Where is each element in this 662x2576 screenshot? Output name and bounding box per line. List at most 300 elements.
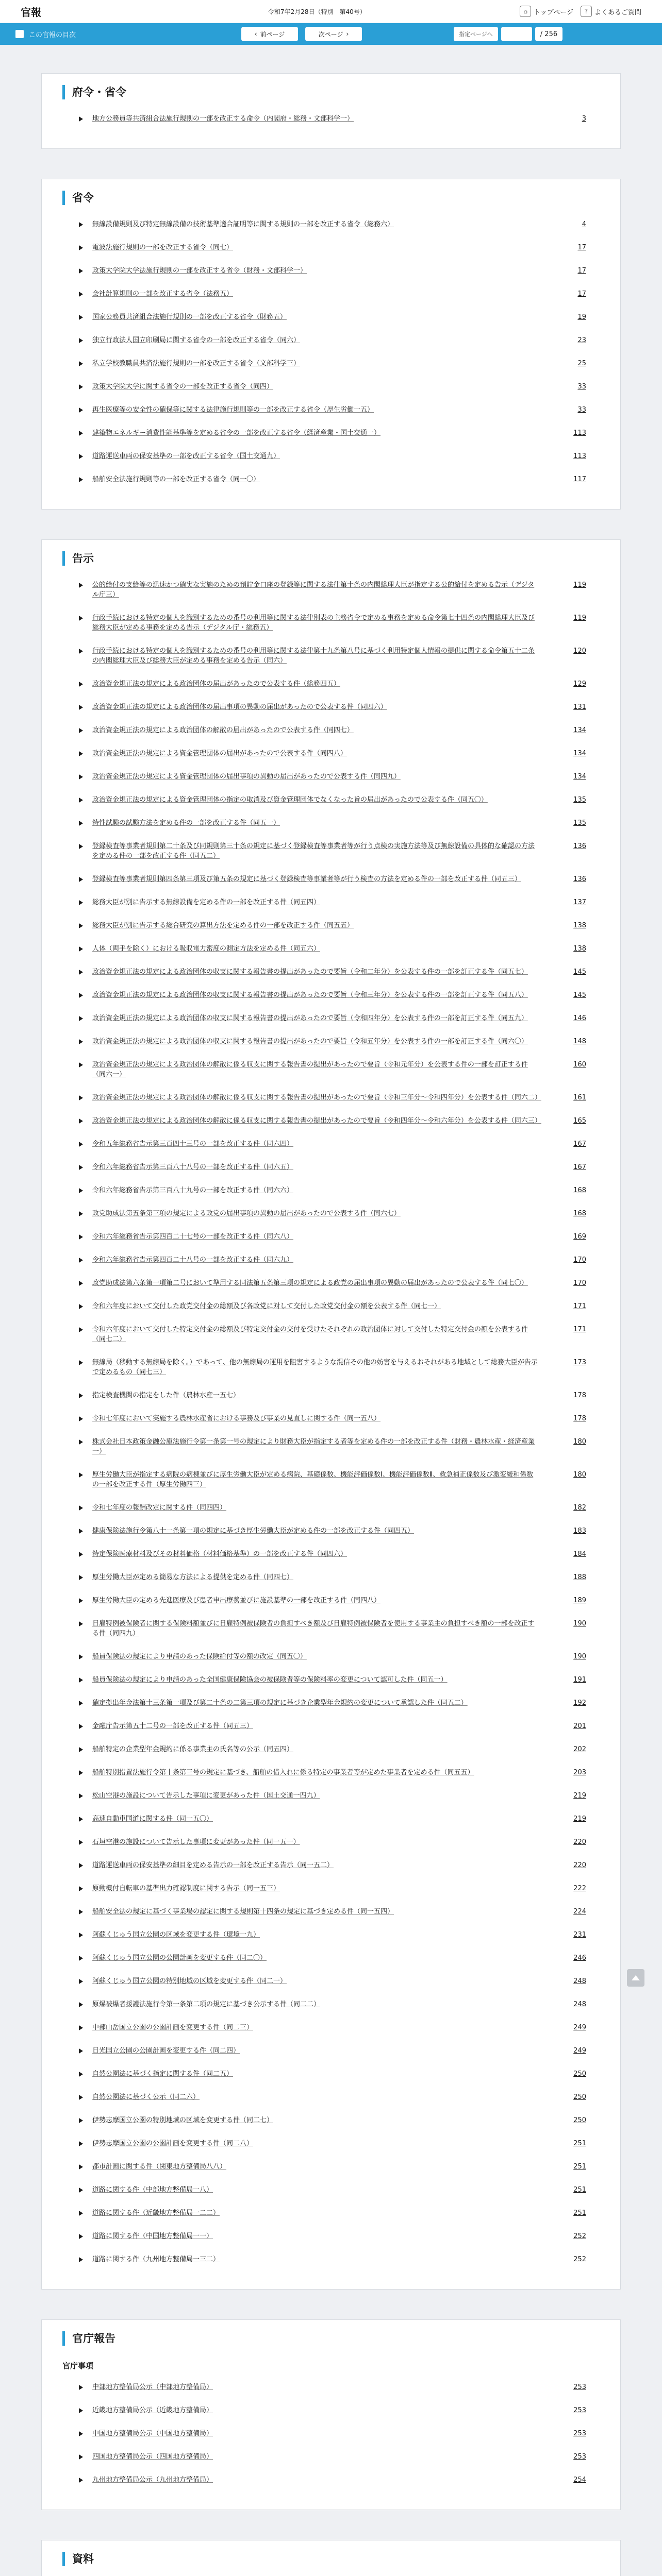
list-item[interactable] xyxy=(78,2139,586,2148)
list-item[interactable] xyxy=(78,1768,586,1777)
item-link[interactable]: 厚生労働大臣が定める簡易な方法による提供を定める件（同四七） xyxy=(92,1573,294,1581)
list-item[interactable] xyxy=(78,967,586,977)
section-title: 資料 xyxy=(62,2552,586,2566)
item-link[interactable]: 行政手続における特定の個人を識別するための番号の利用等に関する法律別表の主務省令で定める事務を定める命令第七十四条の内閣総理大臣及び総務大臣が定める事務を定める告示（デジタル庁・総務五） xyxy=(92,614,535,632)
total-pages: / 256 xyxy=(535,27,562,41)
list-item[interactable] xyxy=(78,1721,586,1731)
item-page-link[interactable]: 23 xyxy=(577,336,586,344)
list-item[interactable] xyxy=(78,1116,586,1126)
list-item[interactable] xyxy=(78,580,586,600)
list-item[interactable] xyxy=(78,382,586,392)
item-page-link[interactable]: 219 xyxy=(573,1815,586,1823)
item-page-link[interactable]: 251 xyxy=(573,2163,586,2171)
item-link[interactable]: 日雇特例被保険者に関する保険料額並びに日雇特例被保険者の負担すべき額及び日雇特例被保険者を使用する事業主の負担すべき額の一部を改正する件（同四九） xyxy=(92,1620,535,1637)
item-page-link[interactable]: 254 xyxy=(573,2476,586,2484)
item-link[interactable]: 船舶特定の企業型年金規約に係る事業主の氏名等の公示（同五四） xyxy=(92,1745,294,1753)
item-page-link[interactable]: 136 xyxy=(573,842,586,850)
item-page-link[interactable]: 251 xyxy=(573,2186,586,2194)
item-link[interactable]: 自然公園法に基づく指定に関する件（同二五） xyxy=(92,2070,234,2078)
faq-link[interactable] xyxy=(581,6,641,17)
list-item[interactable] xyxy=(78,679,586,689)
item-page-link[interactable]: 251 xyxy=(573,2140,586,2147)
item-page-link[interactable]: 17 xyxy=(577,290,586,298)
item-page-link[interactable]: 138 xyxy=(573,922,586,929)
item-page-link[interactable]: 182 xyxy=(573,1504,586,1512)
item-link[interactable]: 令和六年総務省告示第四百二十八号の一部を改正する件（同六九） xyxy=(92,1256,294,1264)
list-item[interactable] xyxy=(78,1884,586,1893)
list-item[interactable] xyxy=(78,2023,586,2032)
item-page-link[interactable]: 146 xyxy=(573,1014,586,1022)
item-page-link[interactable]: 145 xyxy=(573,991,586,999)
item-page-link[interactable]: 145 xyxy=(573,968,586,976)
list-item[interactable] xyxy=(78,921,586,930)
item-link[interactable]: 令和五年総務省告示第三百四十三号の一部を改正する件（同六四） xyxy=(92,1140,294,1148)
item-link[interactable]: 中部山岳国立公園の公園計画を変更する件（同二三） xyxy=(92,2024,254,2031)
section-shorei xyxy=(41,179,621,510)
item-page-link[interactable]: 189 xyxy=(573,1597,586,1604)
top-nav xyxy=(520,6,641,17)
item-page-link[interactable]: 180 xyxy=(573,1471,586,1479)
list-item[interactable] xyxy=(78,1698,586,1708)
item-link[interactable]: 政党助成法第六条第一項第二号において準用する同法第五条第三項の規定による政党の届出事項の異動の届出があったので公表する件（同七〇） xyxy=(92,1279,528,1287)
item-link[interactable]: 総務大臣が別に告示する無線設備を定める件の一部を改正する件（同五四） xyxy=(92,899,321,906)
list-item[interactable] xyxy=(78,702,586,712)
item-link[interactable]: 令和六年総務省告示第三百八十八号の一部を改正する件（同六五） xyxy=(92,1163,294,1171)
item-link[interactable]: 道路に関する件（九州地方整備局一三二） xyxy=(92,2256,220,2263)
item-page-link[interactable]: 178 xyxy=(573,1415,586,1422)
item-link[interactable]: 総務大臣が別に告示する総合研究の算出方法を定める件の一部を改正する件（同五五） xyxy=(92,922,354,929)
chevron-left-icon: ‹ xyxy=(254,30,257,38)
list-item[interactable] xyxy=(78,1325,586,1344)
list-item[interactable] xyxy=(78,1572,586,1582)
item-link[interactable]: 政治資金規正法の規定による資金管理団体の届出があったので公表する件（同四八） xyxy=(92,750,347,757)
item-page-link[interactable]: 160 xyxy=(573,1061,586,1069)
item-link[interactable]: 阿蘇くじゅう国立公園の特別地域の区域を変更する件（同二一） xyxy=(92,1977,287,1985)
item-link[interactable]: 確定拠出年金法第十三条第一項及び第二十条の二第三項の規定に基づき企業型年金規約の変更について承認した件（同五二） xyxy=(92,1699,468,1707)
item-link[interactable]: 地方公務員等共済組合法施行規則の一部を改正する命令（内閣府・総務・文部科学一） xyxy=(92,115,354,123)
item-page-link[interactable]: 131 xyxy=(573,703,586,711)
item-link[interactable]: 政治資金規正法の規定による政治団体の届出事項の異動の届出があったので公表する件（同四六） xyxy=(92,703,387,711)
list-item[interactable] xyxy=(78,1619,586,1638)
list-item[interactable] xyxy=(78,2115,586,2125)
item-page-link[interactable]: 137 xyxy=(573,899,586,906)
list-item[interactable] xyxy=(78,2429,586,2438)
item-link[interactable]: 令和六年総務省告示第四百二十七号の一部を改正する件（同六八） xyxy=(92,1233,294,1241)
item-page-link[interactable]: 3 xyxy=(582,115,586,123)
item-page-link[interactable]: 253 xyxy=(573,2453,586,2461)
item-page-link[interactable]: 183 xyxy=(573,1527,586,1535)
list-item[interactable] xyxy=(78,312,586,322)
item-page-link[interactable]: 171 xyxy=(573,1326,586,1333)
list-item[interactable] xyxy=(78,1976,586,1986)
toc-title-label: この官報の目次 xyxy=(29,31,76,39)
item-link[interactable]: 健康保険法施行令第八十一条第一項の規定に基づき厚生労働大臣が定める件の一部を改正する件（同四五） xyxy=(92,1527,415,1535)
item-page-link[interactable]: 222 xyxy=(573,1885,586,1892)
back-to-top-button[interactable] xyxy=(627,1969,644,1987)
list-item[interactable] xyxy=(78,266,586,276)
list-item[interactable] xyxy=(78,1549,586,1559)
item-page-link[interactable]: 119 xyxy=(573,581,586,589)
item-link[interactable]: 独立行政法人国立印刷局に関する省令の一部を改正する省令（同六） xyxy=(92,336,301,344)
list-item[interactable] xyxy=(78,897,586,907)
item-page-link[interactable]: 250 xyxy=(573,2070,586,2078)
item-link[interactable]: 令和七年度の報酬改定に関する件（同四四） xyxy=(92,1504,227,1512)
list-item[interactable] xyxy=(78,1060,586,1079)
item-page-link[interactable]: 113 xyxy=(573,429,586,437)
item-link[interactable]: 政治資金規正法の規定による政治団体の収支に関する報告書の提出があったので要旨（令和五年分）を公表する件の一部を訂正する件（同六〇） xyxy=(92,1038,528,1045)
page-number-input[interactable] xyxy=(501,27,532,41)
item-page-link[interactable]: 167 xyxy=(573,1140,586,1148)
item-list xyxy=(78,2382,586,2485)
item-page-link[interactable]: 249 xyxy=(573,2047,586,2055)
section-subhead: 官庁事項 xyxy=(62,2361,94,2370)
list-item[interactable] xyxy=(78,1953,586,1963)
item-link[interactable]: 近畿地方整備局公示（近畿地方整備局） xyxy=(92,2406,213,2414)
item-page-link[interactable]: 135 xyxy=(573,796,586,804)
list-item[interactable] xyxy=(78,1301,586,1311)
home-icon: ⌂ xyxy=(520,6,531,17)
item-page-link[interactable]: 252 xyxy=(573,2232,586,2240)
item-link[interactable]: 自然公園法に基づく公示（同二六） xyxy=(92,2093,200,2101)
list-item[interactable] xyxy=(78,451,586,461)
item-link[interactable]: 無線局（移動する無線局を除く。）であって、他の無線局の運用を阻害するような混信その他の妨害を与えるおそれがある地域として総務大臣が告示で定めるもの（同七三） xyxy=(92,1359,538,1376)
list-item[interactable] xyxy=(78,243,586,252)
item-link[interactable]: 令和七年度において実施する農林水産省における事務及び事業の見直しに関する件（同一五八） xyxy=(92,1415,381,1422)
list-item[interactable] xyxy=(78,1232,586,1242)
item-link[interactable]: 高速自動車国道に関する件（同一五〇） xyxy=(92,1815,213,1823)
item-link[interactable]: 松山空港の施設について告示した事項に変更があった件（国土交通一四九） xyxy=(92,1792,320,1800)
item-link[interactable]: 船員保険法の規定により申請のあった全国健康保険協会の被保険者等の保険料率の変更について認可した件（同五一） xyxy=(92,1676,448,1684)
item-page-link[interactable]: 248 xyxy=(573,2001,586,2008)
list-item[interactable] xyxy=(78,1675,586,1685)
item-link[interactable]: 人体（両手を除く）における吸収電力密度の測定方法を定める件（同五六） xyxy=(92,945,321,953)
item-page-link[interactable]: 180 xyxy=(573,1438,586,1446)
next-label: 次ページ xyxy=(318,30,343,38)
item-page-link[interactable]: 201 xyxy=(573,1722,586,1730)
page-jump-button[interactable]: 指定ページへ xyxy=(454,27,498,41)
item-page-link[interactable]: 231 xyxy=(573,1931,586,1939)
item-link[interactable]: 伊勢志摩国立公園の公園計画を変更する件（同二八） xyxy=(92,2140,254,2147)
list-item[interactable] xyxy=(78,613,586,633)
list-item[interactable] xyxy=(78,772,586,782)
item-link[interactable]: 都市計画に関する件（関東地方整備局八八） xyxy=(92,2163,227,2171)
list-item[interactable] xyxy=(78,990,586,1000)
list-item[interactable] xyxy=(78,1437,586,1456)
item-link[interactable]: 金融庁告示第五十二号の一部を改正する件（同五三） xyxy=(92,1722,254,1730)
list-item[interactable] xyxy=(78,219,586,229)
item-page-link[interactable]: 188 xyxy=(573,1573,586,1581)
item-page-link[interactable]: 178 xyxy=(573,1392,586,1399)
list-item[interactable] xyxy=(78,1652,586,1662)
item-page-link[interactable]: 252 xyxy=(573,2256,586,2263)
item-link[interactable]: 電波法施行規則の一部を改正する省令（同七） xyxy=(92,244,234,251)
item-link[interactable]: 登録検査等事業者規則第二十条及び同規則第三十条の規定に基づく登録検査等事業者等が行う点検の実施方法等及び無線設備の具体的な確認の方法を定める件の一部を改正する件（同五二） xyxy=(92,842,535,860)
list-item[interactable] xyxy=(78,725,586,735)
item-link[interactable]: 道路に関する件（近畿地方整備局一二二） xyxy=(92,2209,220,2217)
item-link[interactable]: 船舶安全法施行規則等の一部を改正する省令（同一〇） xyxy=(92,476,260,483)
item-link[interactable]: 阿蘇くじゅう国立公園の区域を変更する件（環境一九） xyxy=(92,1931,260,1939)
list-item[interactable] xyxy=(78,405,586,415)
list-item[interactable] xyxy=(78,1139,586,1149)
item-link[interactable]: 登録検査等事業者規則第四条第三項及び第五条の規定に基づく登録検査等事業者等が行う検査の方法を定める件の一部を改正する件（同五三） xyxy=(92,875,522,883)
section-furei xyxy=(41,73,621,149)
item-link[interactable]: 政策大学院大学法施行規則の一部を改正する省令（財務・文部科学一） xyxy=(92,267,307,275)
list-item[interactable] xyxy=(78,1999,586,2009)
list-item[interactable] xyxy=(78,1744,586,1754)
list-item[interactable] xyxy=(78,1093,586,1103)
item-link[interactable]: 会社計算規則の一部を改正する省令（法務五） xyxy=(92,290,234,298)
list-item[interactable] xyxy=(78,795,586,805)
item-link[interactable]: 船舶安全法の規定に基づく事業場の認定に関する規則第十四条の規定に基づき定める件（同一五四） xyxy=(92,1908,394,1916)
item-page-link[interactable]: 191 xyxy=(573,1676,586,1684)
item-link[interactable]: 日光国立公園の公園計画を変更する件（同二四） xyxy=(92,2047,240,2055)
item-link[interactable]: 特定保険医療材料及びその材料価格（材料価格基準）の一部を改正する件（同四六） xyxy=(92,1550,347,1558)
item-link[interactable]: 九州地方整備局公示（九州地方整備局） xyxy=(92,2476,213,2484)
list-item[interactable] xyxy=(78,1596,586,1605)
list-item[interactable] xyxy=(78,335,586,345)
list-item[interactable] xyxy=(78,1930,586,1940)
item-link[interactable]: 原爆被爆者援護法施行令第一条第二項の規定に基づき公示する件（同二二） xyxy=(92,2001,321,2008)
item-link[interactable]: 政治資金規正法の規定による政治団体の収支に関する報告書の提出があったので要旨（令和三年分）を公表する件の一部を訂正する件（同五八） xyxy=(92,991,528,999)
item-link[interactable]: 政治資金規正法の規定による政治団体の解散に係る収支に関する報告書の提出があったので要旨（令和三年分～令和四年分）を公表する件（同六二） xyxy=(92,1094,541,1101)
section-title: 府令・省令 xyxy=(62,85,586,99)
section-appendix xyxy=(41,2540,621,2576)
item-link[interactable]: 阿蘇くじゅう国立公園の公園計画を変更する件（同二〇） xyxy=(92,1954,267,1962)
item-page-link[interactable]: 250 xyxy=(573,2116,586,2124)
list-item[interactable] xyxy=(78,2046,586,2056)
item-link[interactable]: 私立学校教職員共済法施行規則の一部を改正する省令（文部科学三） xyxy=(92,360,301,367)
item-page-link[interactable]: 253 xyxy=(573,2383,586,2391)
item-link[interactable]: 中国地方整備局公示（中国地方整備局） xyxy=(92,2430,213,2437)
item-link[interactable]: 政治資金規正法の規定による資金管理団体の届出事項の異動の届出があったので公表する件（同四九） xyxy=(92,773,401,781)
section-title: 官庁報告 xyxy=(62,2331,586,2346)
list-item[interactable] xyxy=(78,818,586,828)
item-page-link[interactable]: 19 xyxy=(577,313,586,321)
item-link[interactable]: 政治資金規正法の規定による政治団体の収支に関する報告書の提出があったので要旨（令和四年分）を公表する件の一部を訂正する件（同五九） xyxy=(92,1014,528,1022)
list-item[interactable] xyxy=(78,2069,586,2079)
list-item[interactable] xyxy=(78,1470,586,1489)
item-link[interactable]: 四国地方整備局公示（四国地方整備局） xyxy=(92,2453,213,2461)
list-item[interactable] xyxy=(78,1414,586,1423)
item-page-link[interactable]: 220 xyxy=(573,1861,586,1869)
item-page-link[interactable]: 161 xyxy=(573,1094,586,1101)
item-link[interactable]: 伊勢志摩国立公園の特別地域の区域を変更する件（同二七） xyxy=(92,2116,274,2124)
item-page-link[interactable]: 170 xyxy=(573,1279,586,1287)
list-item[interactable] xyxy=(78,1526,586,1536)
section-title: 省令 xyxy=(62,191,586,205)
item-page-link[interactable]: 165 xyxy=(573,1117,586,1125)
item-link[interactable]: 再生医療等の安全性の確保等に関する法律施行規則等の一部を改正する省令（厚生労働一五） xyxy=(92,406,374,414)
item-link[interactable]: 株式会社日本政策金融公庫法施行令第一条第一号の規定により財務大臣が指定する者等を定める件の一部を改正する件（財務・農林水産・経済産業一） xyxy=(92,1438,535,1455)
content xyxy=(0,45,662,2576)
item-page-link[interactable]: 202 xyxy=(573,1745,586,1753)
list-item[interactable] xyxy=(78,1185,586,1195)
item-page-link[interactable]: 246 xyxy=(573,1954,586,1962)
list-item[interactable] xyxy=(78,1162,586,1172)
top-bar xyxy=(0,0,662,23)
item-link[interactable]: 政治資金規正法の規定による政治団体の届出があったので公表する件（総務四五） xyxy=(92,680,340,688)
item-page-link[interactable]: 253 xyxy=(573,2406,586,2414)
item-link[interactable]: 行政手続における特定の個人を識別するための番号の利用等に関する法律第十九条第八号に基づく利用特定個人情報の提供に関する命令第五十二条の内閣総理大臣及び総務大臣が定める事務を定める告示（同六） xyxy=(92,647,535,665)
item-page-link[interactable]: 135 xyxy=(573,819,586,827)
item-link[interactable]: 道路運送車両の保安基準の一部を改正する省令（国土交通九） xyxy=(92,452,280,460)
item-page-link[interactable]: 173 xyxy=(573,1359,586,1366)
item-page-link[interactable]: 117 xyxy=(573,476,586,483)
list-item[interactable] xyxy=(78,2255,586,2264)
list-item[interactable] xyxy=(78,474,586,484)
item-page-link[interactable]: 224 xyxy=(573,1908,586,1916)
item-page-link[interactable]: 192 xyxy=(573,1699,586,1707)
item-link[interactable]: 原動機付自転車の基準出力確認制度に関する告示（同一五三） xyxy=(92,1885,280,1892)
item-page-link[interactable]: 184 xyxy=(573,1550,586,1558)
item-page-link[interactable]: 136 xyxy=(573,875,586,883)
item-link[interactable]: 道路に関する件（中国地方整備局一一） xyxy=(92,2232,213,2240)
item-list xyxy=(78,580,586,2264)
item-link[interactable]: 中部地方整備局公示（中部地方整備局） xyxy=(92,2383,213,2391)
item-page-link[interactable]: 134 xyxy=(573,726,586,734)
item-page-link[interactable]: 169 xyxy=(573,1233,586,1241)
list-item[interactable] xyxy=(78,2452,586,2462)
item-list xyxy=(78,219,586,484)
item-page-link[interactable]: 168 xyxy=(573,1187,586,1194)
list-item[interactable] xyxy=(78,2208,586,2218)
item-page-link[interactable]: 203 xyxy=(573,1769,586,1776)
section-kokuji xyxy=(41,539,621,2290)
item-link[interactable]: 政党助成法第五条第三項の規定による政党の届出事項の異動の届出があったので公表する件（同六七） xyxy=(92,1210,401,1217)
item-page-link[interactable]: 134 xyxy=(573,750,586,757)
item-page-link[interactable]: 33 xyxy=(577,406,586,414)
list-item[interactable] xyxy=(78,1860,586,1870)
item-link[interactable]: 国家公務員共済組合法施行規則の一部を改正する省令（財務五） xyxy=(92,313,287,321)
list-item[interactable] xyxy=(78,1814,586,1824)
item-link[interactable]: 政策大学院大学に関する省令の一部を改正する省令（同四） xyxy=(92,383,274,391)
item-page-link[interactable]: 25 xyxy=(577,360,586,367)
item-link[interactable]: 政治資金規正法の規定による政治団体の解散に係る収支に関する報告書の提出があったので要旨（令和元年分）を公表する件の一部を訂正する件（同六一） xyxy=(92,1061,528,1078)
faq-label: よくあるご質問 xyxy=(594,8,641,16)
item-link[interactable]: 厚生労働大臣の定める先進医療及び患者申出療養並びに施設基準の一部を改正する件（同四八） xyxy=(92,1597,381,1604)
list-item[interactable] xyxy=(78,2231,586,2241)
list-item[interactable] xyxy=(78,1358,586,1377)
item-page-link[interactable]: 167 xyxy=(573,1163,586,1171)
list-item[interactable] xyxy=(78,646,586,666)
item-link[interactable]: 石垣空港の施設について告示した事項に変更があった件（同一五一） xyxy=(92,1838,300,1846)
list-item[interactable] xyxy=(78,2092,586,2102)
item-page-link[interactable]: 120 xyxy=(573,647,586,655)
toc-title[interactable] xyxy=(15,29,76,39)
item-page-link[interactable]: 250 xyxy=(573,2093,586,2101)
item-page-link[interactable]: 134 xyxy=(573,773,586,781)
list-item[interactable] xyxy=(78,944,586,954)
list-item[interactable] xyxy=(78,1013,586,1023)
item-link[interactable]: 令和六年度において交付した政党交付金の総額及び各政党に対して交付した政党交付金の額を公表する件（同七一） xyxy=(92,1302,441,1310)
item-page-link[interactable]: 190 xyxy=(573,1620,586,1628)
issue-info: 令和7年2月28日（特別 第40号） xyxy=(268,8,366,15)
item-page-link[interactable]: 170 xyxy=(573,1256,586,1264)
item-link[interactable]: 公的給付の支給等の迅速かつ確実な実施のための預貯金口座の登録等に関する法律第十条の内閣総理大臣が指定する公的給付を定める告示（デジタル庁三） xyxy=(92,581,535,599)
top-page-link[interactable] xyxy=(520,6,573,17)
list-item[interactable] xyxy=(78,428,586,438)
item-link[interactable]: 特性試験の試験方法を定める件の一部を改正する件（同五一） xyxy=(92,819,280,827)
list-item[interactable] xyxy=(78,2382,586,2392)
list-item[interactable] xyxy=(78,114,586,124)
item-page-link[interactable]: 4 xyxy=(582,221,586,228)
item-page-link[interactable]: 248 xyxy=(573,1977,586,1985)
item-link[interactable]: 政治資金規正法の規定による政治団体の解散に係る収支に関する報告書の提出があったので要旨（令和四年分～令和六年分）を公表する件（同六三） xyxy=(92,1117,541,1125)
list-item[interactable] xyxy=(78,2475,586,2485)
toolbar xyxy=(0,23,662,45)
item-link[interactable]: 建築物エネルギー消費性能基準等を定める省令の一部を改正する省令（経済産業・国土交通一） xyxy=(92,429,381,437)
item-page-link[interactable]: 220 xyxy=(573,1838,586,1846)
item-page-link[interactable]: 251 xyxy=(573,2209,586,2217)
item-page-link[interactable]: 148 xyxy=(573,1038,586,1045)
arrow-up-icon xyxy=(632,1975,640,1980)
item-page-link[interactable]: 219 xyxy=(573,1792,586,1800)
item-page-link[interactable]: 119 xyxy=(573,614,586,622)
next-page-button[interactable] xyxy=(305,27,362,41)
list-item[interactable] xyxy=(78,2185,586,2195)
list-item[interactable] xyxy=(78,1278,586,1288)
item-link[interactable]: 令和六年総務省告示第三百八十九号の一部を改正する件（同六六） xyxy=(92,1187,294,1194)
item-link[interactable]: 道路運送車両の保安基準の細目を定める告示の一部を改正する告示（同一五二） xyxy=(92,1861,334,1869)
section-title: 告示 xyxy=(62,551,586,566)
list-item[interactable] xyxy=(78,874,586,884)
item-page-link[interactable]: 129 xyxy=(573,680,586,688)
item-link[interactable]: 道路に関する件（中部地方整備局一八） xyxy=(92,2186,213,2194)
item-page-link[interactable]: 17 xyxy=(577,244,586,251)
chevron-right-icon: › xyxy=(346,30,349,38)
item-page-link[interactable]: 171 xyxy=(573,1302,586,1310)
list-item[interactable] xyxy=(78,289,586,299)
list-item[interactable] xyxy=(78,841,586,861)
list-item[interactable] xyxy=(78,1209,586,1218)
prev-page-button[interactable] xyxy=(241,27,298,41)
item-page-link[interactable]: 17 xyxy=(577,267,586,275)
item-link[interactable]: 政治資金規正法の規定による政治団体の収支に関する報告書の提出があったので要旨（令和二年分）を公表する件の一部を訂正する件（同五七） xyxy=(92,968,528,976)
item-page-link[interactable]: 33 xyxy=(577,383,586,391)
item-link[interactable]: 政治資金規正法の規定による政治団体の解散の届出があったので公表する件（同四七） xyxy=(92,726,354,734)
item-link[interactable]: 船舶特別措置法施行令第十条第三号の規定に基づき、船舶の借入れに係る特定の事業者等が定めた事業者を定める件（同五五） xyxy=(92,1769,474,1776)
list-item[interactable] xyxy=(78,749,586,758)
list-item[interactable] xyxy=(78,359,586,368)
list-item[interactable] xyxy=(78,2405,586,2415)
item-link[interactable]: 政治資金規正法の規定による資金管理団体の指定の取消及び資金管理団体でなくなった旨の届出があったので公表する件（同五〇） xyxy=(92,796,488,804)
section-report xyxy=(41,2319,621,2510)
list-item[interactable] xyxy=(78,1391,586,1400)
list-item[interactable] xyxy=(78,1255,586,1265)
item-link[interactable]: 船員保険法の規定により申請のあった保険給付等の額の改定（同五〇） xyxy=(92,1653,307,1660)
item-page-link[interactable]: 138 xyxy=(573,945,586,953)
list-item[interactable] xyxy=(78,1837,586,1847)
brand-logo[interactable]: 官報 xyxy=(21,6,41,19)
question-icon: ? xyxy=(581,6,592,17)
item-page-link[interactable]: 249 xyxy=(573,2024,586,2031)
list-item[interactable] xyxy=(78,1791,586,1801)
item-page-link[interactable]: 113 xyxy=(573,452,586,460)
item-page-link[interactable]: 168 xyxy=(573,1210,586,1217)
item-link[interactable]: 指定検査機関の指定をした件（農林水産一五七） xyxy=(92,1392,240,1399)
item-link[interactable]: 厚生労働大臣が指定する病院の病棟並びに厚生労働大臣が定める病院、基礎係数、機能評価係数Ⅰ、機能評価係数Ⅱ、救急補正係数及び激変緩和係数の一部を改正する件（厚生労働四三） xyxy=(92,1471,534,1488)
list-item[interactable] xyxy=(78,2162,586,2172)
item-page-link[interactable]: 253 xyxy=(573,2430,586,2437)
item-page-link[interactable]: 190 xyxy=(573,1653,586,1660)
item-link[interactable]: 無線設備規則及び特定無線設備の技術基準適合証明等に関する規則の一部を改正する省令（総務六） xyxy=(92,221,394,228)
item-list xyxy=(78,114,586,124)
item-link[interactable]: 令和六年度において交付した特定交付金の総額及び特定交付金の交付を受けたそれぞれの政治団体に対して交付した特定交付金の額を公表する件（同七二） xyxy=(92,1326,528,1343)
list-item[interactable] xyxy=(78,1037,586,1046)
list-item[interactable] xyxy=(78,1907,586,1917)
page-jump xyxy=(454,27,562,41)
list-item[interactable] xyxy=(78,1503,586,1513)
